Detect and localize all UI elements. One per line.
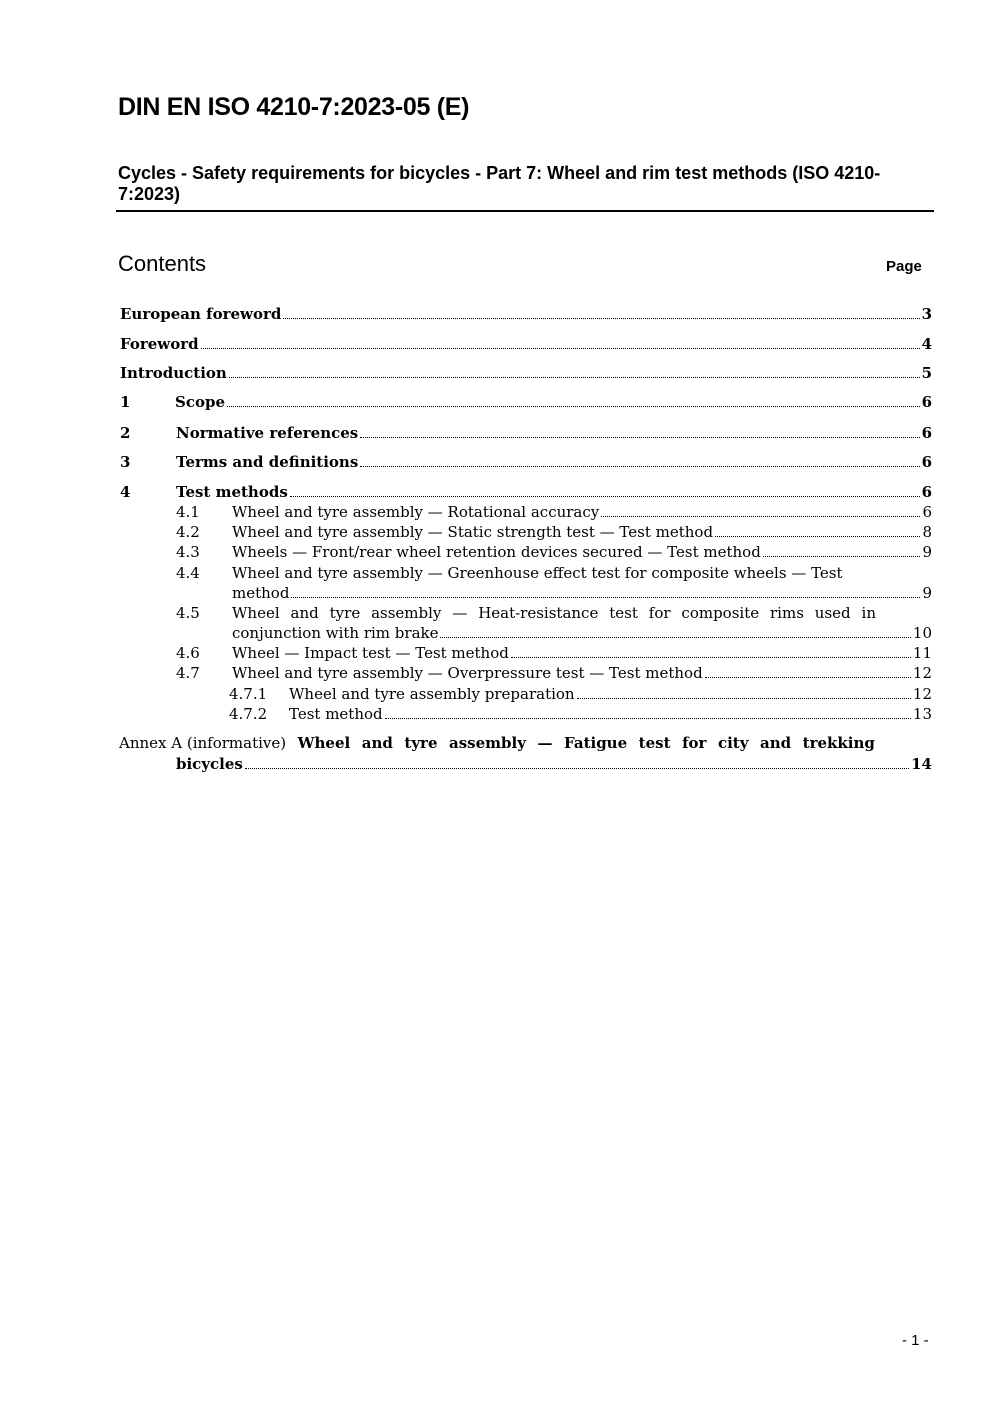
toc-leader-dots bbox=[360, 466, 919, 467]
toc-entry-page: 4 bbox=[921, 335, 932, 353]
toc-entry-number: 4.1 bbox=[176, 503, 200, 521]
footer-page-number: - 1 - bbox=[902, 1332, 929, 1349]
toc-leader-dots bbox=[229, 377, 920, 378]
toc-entry-page: 10 bbox=[912, 624, 932, 642]
toc-entry-number: 3 bbox=[120, 453, 131, 471]
toc-entry-number: 4.2 bbox=[176, 523, 200, 541]
toc-entry-text: Normative references bbox=[176, 424, 359, 442]
toc-entry-text: bicycles bbox=[176, 755, 243, 773]
toc-entry-page: 9 bbox=[922, 584, 932, 602]
toc-entry-text: European foreword bbox=[120, 305, 282, 323]
toc-entry-text: Wheel and tyre assembly preparation bbox=[289, 685, 575, 703]
toc-entry-page: 6 bbox=[921, 393, 932, 411]
toc-entry-text: Wheel — Impact test — Test method bbox=[232, 644, 509, 662]
toc-entry-annex-a[interactable]: Annex A (informative) Wheel and tyre assembly — Fatigue test for city and trekking bbox=[119, 734, 875, 752]
toc-entry-4-7-1[interactable] bbox=[229, 684, 932, 704]
toc-entry-number: 4.4 bbox=[176, 564, 200, 582]
toc-entry-4-4[interactable] bbox=[176, 563, 876, 583]
toc-entry-annex-a-continuation[interactable] bbox=[176, 754, 932, 774]
toc-entry-text: Wheel and tyre assembly — Static strength test — Test method bbox=[232, 523, 714, 541]
toc-entry-text: conjunction with rim brake bbox=[232, 624, 439, 642]
toc-entry-scope[interactable] bbox=[120, 392, 932, 412]
toc-entry-introduction[interactable] bbox=[120, 363, 932, 383]
toc-entry-4-2[interactable] bbox=[176, 522, 932, 542]
toc-entry-number: 4 bbox=[120, 483, 131, 501]
toc-entry-text: Test method bbox=[289, 705, 383, 723]
toc-leader-dots bbox=[227, 406, 920, 407]
toc-entry-number: 4.3 bbox=[176, 543, 200, 561]
toc-entry-text: Introduction bbox=[120, 364, 227, 382]
toc-entry-number: 4.7.2 bbox=[229, 705, 268, 723]
toc-entry-page: 8 bbox=[922, 523, 932, 541]
toc-entry-european-foreword[interactable] bbox=[120, 304, 932, 324]
toc-entry-text: Foreword bbox=[120, 335, 199, 353]
toc-entry-text: method bbox=[232, 584, 290, 602]
title-divider bbox=[116, 210, 934, 212]
toc-entry-text: Wheel and tyre assembly — Overpressure test — Test method bbox=[232, 664, 703, 682]
toc-entry-page: 11 bbox=[912, 644, 932, 662]
toc-entry-text: Terms and definitions bbox=[176, 453, 359, 471]
toc-entry-4-3[interactable] bbox=[176, 542, 932, 562]
toc-entry-page: 12 bbox=[912, 664, 932, 682]
toc-entry-4-5-continuation[interactable] bbox=[232, 623, 932, 643]
toc-entry-text: Wheel and tyre assembly — Heat-resistance test for composite rims used in bbox=[232, 604, 876, 622]
document-id: DIN EN ISO 4210-7:2023-05 (E) bbox=[118, 93, 470, 121]
toc-entry-terms-and-definitions[interactable] bbox=[120, 452, 932, 472]
toc-entry-page: 6 bbox=[921, 424, 932, 442]
toc-entry-4-6[interactable] bbox=[176, 643, 932, 663]
toc-leader-dots bbox=[201, 348, 920, 349]
toc-entry-page: 5 bbox=[921, 364, 932, 382]
toc-entry-page: 12 bbox=[912, 685, 932, 703]
toc-entry-page: 14 bbox=[911, 755, 932, 773]
toc-entry-number: 4.6 bbox=[176, 644, 200, 662]
toc-entry-number: 4.7.1 bbox=[229, 685, 268, 703]
contents-heading: Contents bbox=[118, 251, 207, 276]
toc-entry-normative-references[interactable] bbox=[120, 423, 932, 443]
toc-leader-dots bbox=[715, 536, 920, 537]
toc-leader-dots bbox=[283, 318, 919, 319]
toc-entry-4-7-2[interactable] bbox=[229, 704, 932, 724]
toc-leader-dots bbox=[511, 657, 911, 658]
annex-prefix: Annex A (informative) bbox=[119, 734, 287, 752]
toc-entry-text: Scope bbox=[175, 393, 226, 411]
toc-entry-test-methods[interactable] bbox=[120, 482, 932, 502]
toc-entry-text: Test methods bbox=[176, 483, 288, 501]
toc-entry-foreword[interactable] bbox=[120, 334, 932, 354]
toc-entry-number: 2 bbox=[120, 424, 131, 442]
toc-entry-text: Wheel and tyre assembly — Greenhouse effect test for composite wheels — Test bbox=[232, 564, 843, 582]
toc-entry-text: Wheel and tyre assembly — Rotational accuracy bbox=[232, 503, 600, 521]
toc-entry-page: 13 bbox=[912, 705, 932, 723]
toc-leader-dots bbox=[291, 597, 920, 598]
toc-entry-text: Wheels — Front/rear wheel retention devices secured — Test method bbox=[232, 543, 761, 561]
toc-leader-dots bbox=[440, 637, 910, 638]
toc-entry-page: 6 bbox=[922, 503, 932, 521]
toc-leader-dots bbox=[385, 718, 911, 719]
toc-entry-page: 6 bbox=[921, 453, 932, 471]
toc-leader-dots bbox=[245, 768, 909, 769]
toc-entry-number: 4.5 bbox=[176, 604, 200, 622]
toc-leader-dots bbox=[360, 437, 919, 438]
toc-entry-page: 9 bbox=[922, 543, 932, 561]
toc-leader-dots bbox=[577, 698, 911, 699]
toc-leader-dots bbox=[763, 556, 921, 557]
toc-leader-dots bbox=[290, 496, 920, 497]
toc-leader-dots bbox=[601, 516, 920, 517]
toc-entry-4-5[interactable] bbox=[176, 603, 876, 623]
toc-entry-4-1[interactable] bbox=[176, 502, 932, 522]
toc-entry-page: 6 bbox=[921, 483, 932, 501]
page-column-label: Page bbox=[886, 258, 922, 275]
toc-entry-4-4-continuation[interactable] bbox=[232, 583, 932, 603]
toc-entry-number: 4.7 bbox=[176, 664, 200, 682]
toc-entry-4-7[interactable] bbox=[176, 663, 932, 683]
document-subtitle: Cycles - Safety requirements for bicycles - Part 7: Wheel and rim test methods (ISO 4210-7:2023) bbox=[118, 163, 881, 204]
toc-entry-number: 1 bbox=[120, 393, 131, 411]
toc-entry-page: 3 bbox=[921, 305, 932, 323]
toc-leader-dots bbox=[705, 677, 911, 678]
